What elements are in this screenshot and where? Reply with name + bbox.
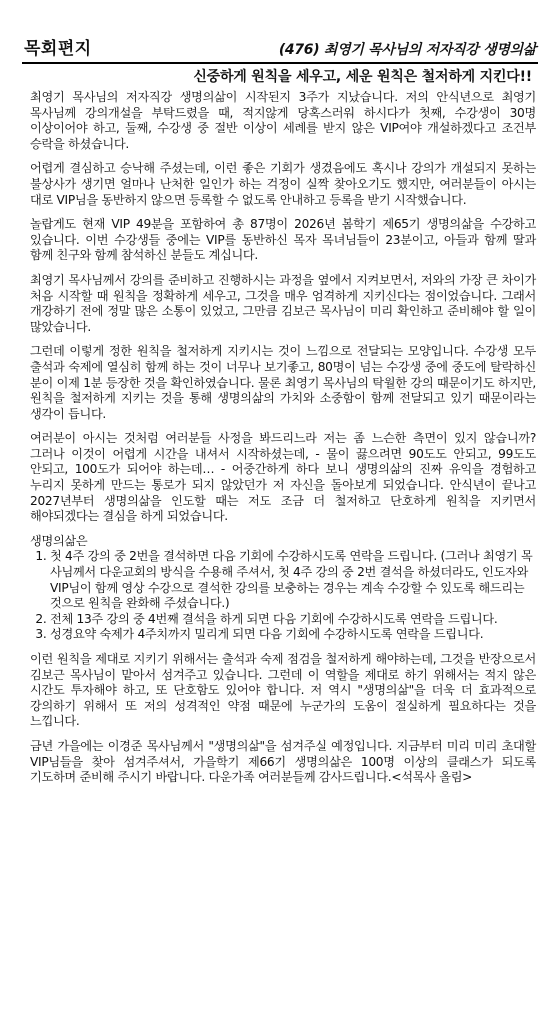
column-name: 목회편지 (24, 39, 92, 59)
paragraph: 최영기 목사님께서 강의를 준비하고 진행하시는 과정을 옆에서 지켜보면서, 저와의 가장 큰 차이가 처음 시작할 때 원칙을 정확하게 세우고, 그것을 매우 엄격하게 지키신다는 점이었습니다. 그래서 개강하기 전에 정말 많은 소통이 있었고, 그만큼 김보근 목사님이 미리 확인하고 준비해야 할 일이 많았습니다. (30, 272, 536, 334)
paragraph: 최영기 목사님의 저자직강 생명의삶이 시작된지 3주가 지났습니다. 저의 안식년으로 최영기 목사님께 강의개설을 부탁드렸을 때, 적지않게 당혹스러워 하시다가 첫째, 수강생이 30명 이상이어야 하고, 둘째, 수강생 중 절반 이상이 세례를 받지 않은 VIP여야 개설하겠다고 조건부 승락을 하셨습니다. (30, 90, 536, 151)
closing-paragraph: 금년 가을에는 이경준 목사님께서 "생명의삶"을 섬겨주실 예정입니다. 지금부터 미리 미리 초대할 VIP님들을 찾아 섬겨주셔서, 가을학기 제66기 생명의삶은 100명 이상의 클래스가 되도록 기도하며 준비해 주시기 바랍니다. 다운가족 여러분들께 감사드립니다.<석목사 올림> (30, 738, 536, 785)
rules-title: 생명의삶은 (30, 533, 88, 548)
paragraph: 여러분이 아시는 것처럼 여러분들 사정을 봐드리느라 저는 좀 느슨한 측면이 있지 않습니까? 그러나 이것이 어렵게 시간을 내셔서 시작하셨는데, - 물이 끓으려면 90도도 안되고, 99도도 안되고, 100도가 되어야 하는데… - 어중간하게 하다 보니 생명의삶의 진짜 유익을 경험하고 누리지 못하게 만드는 통로가 되지 않았던가 저 자신을 돌아보게 되었습니다. 안식년이 끝나고 2027년부터 생명의삶을 인도할 때는 저도 조금 더 철저하고 단호하게 원칙을 지키면서 해야되겠다는 결심을 하게 되었습니다. (30, 431, 536, 524)
rule-item: 1. 첫 4주 강의 중 2번을 결석하면 다음 기회에 수강하시도록 연락을 드립니다. (그러나 최영기 목사님께서 다운교회의 방식을 수용해 주셔서, 첫 4주 강의 중 2번 결석을 하셨더라도, 인도자와 VIP님이 함께 영상 수강으로 결석한 강의를 보충하는 경우는 계속 수강할 수 있도록 해드리는 것으로 원칙을 완화해 주셨습니다.) (50, 549, 536, 611)
paragraph: 어렵게 결심하고 승낙해 주셨는데, 이런 좋은 기회가 생겼음에도 혹시나 강의가 개설되지 못하는 불상사가 생기면 얼마나 난처한 일인가 하는 걱정이 실짝 찾아오기도 했지만, 여러분들이 아시는 대로 VIP님을 동반하지 않으면 등록할 수 없도록 안내하고 등록을 받기 시작했습니다. (30, 161, 536, 207)
paragraph: 그런데 이렇게 정한 원칙을 철저하게 지키시는 것이 느낌으로 전달되는 모양입니다. 수강생 모두 출석과 숙제에 열심히 함께 하는 것이 너무나 보기좋고, 80명이 넘는 수강생 중에 중도에 탈락하신 분이 이제 1분 등장한 것을 확인하였습니다. 물론 최영기 목사님의 탁월한 강의 때문이기도 하지만, 원칙을 철저하게 지키는 것을 통해 생명의삶의 가치와 소중함이 함께 전달되고 있기 때문이라는 생각이 듭니다. (30, 344, 536, 421)
rules-list (30, 549, 536, 643)
column-title: (476) 최영기 목사님의 저자직강 생명의삶 (278, 42, 536, 58)
column-header (22, 34, 538, 64)
paragraph: 놀랍게도 현재 VIP 49분을 포함하여 총 87명이 2026년 봄학기 제65기 생명의삶을 수강하고 있습니다. 이번 수강생들 중에는 VIP를 동반하신 목자 목녀님들이 23분이고, 아들과 함께 딸과 함께 친구와 함께 참석하신 분들도 계십니다. (30, 217, 536, 263)
rule-item: 2. 전체 13주 강의 중 4번째 결석을 하게 되면 다음 기회에 수강하시도록 연락을 드립니다. (50, 612, 536, 628)
rule-item: 3. 성경요약 숙제가 4주치까지 밀리게 되면 다음 기회에 수강하시도록 연락을 드립니다. (50, 627, 536, 643)
letter-body (30, 90, 536, 786)
subtitle: 신중하게 원칙을 세우고, 세운 원칙은 철저하게 지킨다!! (193, 69, 532, 85)
paragraph: 이런 원칙을 제대로 지키기 위해서는 출석과 숙제 점검을 철저하게 해야하는데, 그것을 반장으로서 김보근 목사님이 맡아서 섬겨주고 있습니다. 그런데 이 역할을 제대로 하기 위해서는 적지 않은 시간도 투자해야 하고, 또 단호함도 있어야 합니다. 저 역시 "생명의삶"을 더욱 더 효과적으로 강의하기 위해서 또 저의 성격적인 약점 때문에 누군가의 도움이 절실하게 필요하다는 것을 느낍니다. (30, 652, 536, 729)
